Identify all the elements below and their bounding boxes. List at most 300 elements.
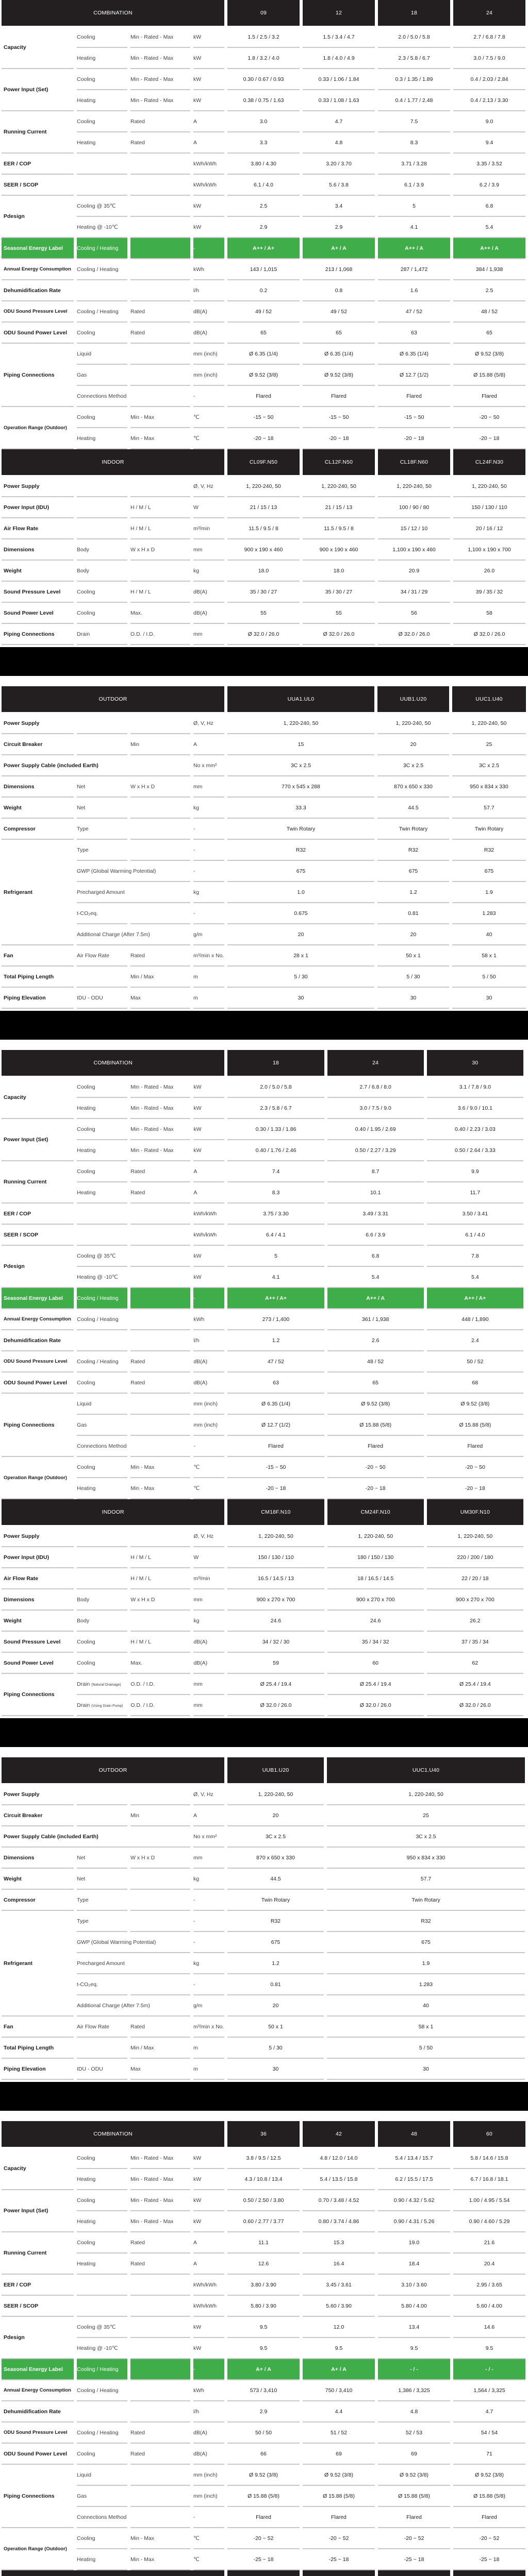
spec-value: 16.4 xyxy=(303,2253,375,2275)
spec-block xyxy=(0,1050,528,1716)
row-unit: kWh/kWh xyxy=(193,154,224,175)
spec-value: 5 / 30 xyxy=(227,967,374,988)
row-sub-label xyxy=(77,2169,127,2190)
spec-value: 22 / 20 / 18 xyxy=(427,1568,523,1589)
row-sub-label xyxy=(77,2359,127,2380)
spec-value: 18.4 xyxy=(378,2253,450,2275)
row-unit: l/h xyxy=(193,280,224,301)
model-column-header: CL12F.N50 xyxy=(303,449,375,476)
row-unit: ℃ xyxy=(193,2528,224,2549)
spec-value: 1.2 xyxy=(227,1953,324,1974)
spec-value: Ø 15.88 (5/8) xyxy=(427,1415,523,1436)
row-sub-label xyxy=(77,2507,127,2528)
row-unit: Ø, V, Hz xyxy=(193,713,224,734)
spec-value: 900 x 270 x 700 xyxy=(327,1589,424,1611)
spec-row xyxy=(2,1309,523,1330)
spec-value: -15 ~ 50 xyxy=(227,407,300,428)
combination-header-row xyxy=(2,0,525,27)
spec-value: 180 / 150 / 130 xyxy=(327,1547,424,1568)
spec-value: -20 ~ 18 xyxy=(427,1478,523,1499)
row-qualifier: Min - Max xyxy=(130,1478,190,1499)
sub-label-text: Heating xyxy=(77,1485,96,1492)
spec-value: -20 ~ 18 xyxy=(378,428,450,449)
row-qualifier: Max xyxy=(130,2059,190,2080)
section-title: COMBINATION xyxy=(2,2121,224,2148)
spec-value: 9.5 xyxy=(303,2338,375,2359)
row-qualifier xyxy=(130,1394,190,1415)
spec-row xyxy=(2,1911,525,1932)
sub-label-text: Heating xyxy=(77,1189,96,1196)
row-label: Power Input (Set) xyxy=(2,2190,74,2232)
spec-value: A+ / A xyxy=(303,2359,375,2380)
spec-value: 0.3 / 1.35 / 1.89 xyxy=(378,69,450,90)
row-qualifier: Rated xyxy=(130,945,190,967)
spec-value: 58 xyxy=(453,603,525,624)
spec-row xyxy=(2,2296,525,2317)
row-unit: kg xyxy=(193,1869,224,1890)
spec-value: 0.40 / 1.76 / 2.46 xyxy=(227,1140,324,1161)
row-unit: m xyxy=(193,967,224,988)
row-qualifier xyxy=(130,1890,190,1911)
sub-label-text: t-CO₂eq. xyxy=(77,1981,98,1988)
spec-value: 150 / 130 / 110 xyxy=(227,1547,324,1568)
spec-value: 3.50 / 3.41 xyxy=(427,1204,523,1225)
sub-label-text: Drain xyxy=(77,631,90,637)
sub-label-text: Cooling xyxy=(77,33,95,40)
section-title: OUTDOOR xyxy=(2,1757,224,1784)
spec-value: 448 / 1,890 xyxy=(427,1309,523,1330)
row-label: Dehumidification Rate xyxy=(2,280,74,301)
row-qualifier: Rated xyxy=(130,1351,190,1372)
spec-value: 37 / 35 / 34 xyxy=(427,1632,523,1653)
row-sub-label xyxy=(77,2486,127,2507)
spec-value: Ø 9.52 (3/8) xyxy=(453,344,525,365)
spec-row xyxy=(2,476,525,497)
spec-value: 143 / 1,015 xyxy=(227,259,300,280)
row-sub-label xyxy=(77,2528,127,2549)
row-unit: ℃ xyxy=(193,1457,224,1478)
spec-row xyxy=(2,1182,523,1204)
row-qualifier: Rated xyxy=(130,111,190,132)
model-column-header xyxy=(303,2570,375,2576)
spec-row xyxy=(2,1267,523,1288)
row-qualifier xyxy=(130,476,190,497)
spec-value: 2.5 xyxy=(453,280,525,301)
spec-row xyxy=(2,924,526,945)
row-qualifier xyxy=(130,217,190,238)
row-qualifier: Min - Rated - Max xyxy=(130,1119,190,1140)
spec-row xyxy=(2,819,526,840)
spec-value: A+ / A xyxy=(303,238,375,259)
spec-value: Ø 12.7 (1/2) xyxy=(378,365,450,386)
row-sub-label xyxy=(77,1140,127,1161)
spec-value: 770 x 545 x 288 xyxy=(227,776,374,798)
row-unit: mm xyxy=(193,776,224,798)
row-unit: kW xyxy=(193,217,224,238)
spec-value: 0.50 / 2.27 / 3.29 xyxy=(327,1140,424,1161)
spec-value: 675 xyxy=(377,861,449,882)
row-sub-label xyxy=(77,2296,127,2317)
spec-row xyxy=(2,1995,525,2016)
sub-label-text: Cooling xyxy=(77,1083,95,1090)
spec-value: 12.6 xyxy=(227,2253,300,2275)
row-unit: mm xyxy=(193,1695,224,1716)
row-label: Pdesign xyxy=(2,2317,74,2359)
row-unit: W xyxy=(193,497,224,518)
spec-row xyxy=(2,238,525,259)
spec-value: 18.0 xyxy=(227,561,300,582)
row-sub-label xyxy=(77,1674,127,1695)
spec-value: 7.4 xyxy=(227,1161,324,1182)
sub-label-text: Cooling / Heating xyxy=(77,266,119,273)
row-unit: m xyxy=(193,2059,224,2080)
row-label: Capacity xyxy=(2,27,74,69)
row-qualifier xyxy=(130,903,190,924)
spec-value: 0.4 / 1.77 / 2.48 xyxy=(378,90,450,111)
row-unit: dB(A) xyxy=(193,1632,224,1653)
row-label: Compressor xyxy=(2,1890,74,1911)
spec-value: A++ / A xyxy=(453,238,525,259)
row-qualifier xyxy=(130,561,190,582)
sub-label-text: IDU - ODU xyxy=(77,994,103,1001)
row-qualifier: Rated xyxy=(130,1182,190,1204)
row-unit: No x mm² xyxy=(193,1826,224,1848)
spec-value: 870 x 650 x 330 xyxy=(377,776,449,798)
row-sub-label xyxy=(77,1653,127,1674)
spec-value: 5 / 30 xyxy=(227,2038,324,2059)
row-sub-label xyxy=(77,259,127,280)
spec-value: -20 ~ 52 xyxy=(378,2528,450,2549)
row-sub-label xyxy=(77,407,127,428)
row-label: Total Piping Length xyxy=(2,967,74,988)
row-unit: No x mm² xyxy=(193,755,224,776)
spec-value: 62 xyxy=(427,1653,523,1674)
row-label: Power Supply xyxy=(2,713,74,734)
spec-value: 3.1 / 7.8 / 9.0 xyxy=(427,1077,523,1098)
model-column-header xyxy=(378,2570,450,2576)
spec-table xyxy=(0,1050,526,1716)
spec-value: 3.71 / 3.28 xyxy=(378,154,450,175)
row-qualifier: Max xyxy=(130,988,190,1009)
spec-value: Flared xyxy=(227,1436,324,1457)
spec-value: 2.4 xyxy=(427,1330,523,1351)
row-sub-label xyxy=(77,217,127,238)
row-sub-label xyxy=(77,1225,127,1246)
spec-value: 12.0 xyxy=(303,2317,375,2338)
spec-value: 6.1 / 3.9 xyxy=(378,175,450,196)
row-sub-label xyxy=(77,1784,127,1805)
row-sub-label xyxy=(77,2148,127,2169)
spec-row xyxy=(2,2359,525,2380)
spec-value: Ø 32.0 / 26.0 xyxy=(227,1695,324,1716)
row-label: Capacity xyxy=(2,1077,74,1119)
spec-row xyxy=(2,713,526,734)
spec-value: Ø 25.4 / 19.4 xyxy=(227,1674,324,1695)
row-sub-label xyxy=(77,2338,127,2359)
spec-row xyxy=(2,90,525,111)
spec-value: 18 / 16.5 / 14.5 xyxy=(327,1568,424,1589)
spec-row xyxy=(2,755,526,776)
spec-row xyxy=(2,1632,523,1653)
spec-row xyxy=(2,1246,523,1267)
row-unit: W xyxy=(193,1547,224,1568)
row-label: Weight xyxy=(2,561,74,582)
spec-value: 0.90 / 4.31 / 5.26 xyxy=(378,2211,450,2232)
row-unit: Ø, V, Hz xyxy=(193,1784,224,1805)
spec-value: 900 x 270 x 700 xyxy=(227,1589,324,1611)
spec-value: 1.00 / 4.95 / 5.54 xyxy=(453,2190,525,2211)
row-unit: m³/min xyxy=(193,518,224,539)
spec-value: 16.5 / 14.5 / 13 xyxy=(227,1568,324,1589)
spec-value: 1, 220-240, 50 xyxy=(327,1784,525,1805)
spec-value: -15 ~ 50 xyxy=(303,407,375,428)
row-qualifier: Min - Max xyxy=(130,1457,190,1478)
row-sub-label xyxy=(77,1246,127,1267)
spec-value: 65 xyxy=(303,323,375,344)
spec-value: 675 xyxy=(227,1932,324,1953)
row-qualifier: Min - Max xyxy=(130,407,190,428)
row-unit: dB(A) xyxy=(193,1372,224,1394)
spec-value: 3.0 / 7.5 / 9.0 xyxy=(453,48,525,69)
row-sub-label xyxy=(77,924,190,945)
spec-row xyxy=(2,1204,523,1225)
spec-value: 8.3 xyxy=(227,1182,324,1204)
model-column-header: 24 xyxy=(327,1050,424,1077)
spec-row xyxy=(2,1098,523,1119)
row-sub-label xyxy=(77,2059,127,2080)
row-unit: mm xyxy=(193,539,224,561)
section-title: INDOOR xyxy=(2,449,224,476)
spec-row xyxy=(2,428,525,449)
sub-label-text: Heating xyxy=(77,435,96,442)
spec-value: 30 xyxy=(377,988,449,1009)
spec-value: Ø 15.88 (5/8) xyxy=(453,365,525,386)
spec-row xyxy=(2,2486,525,2507)
row-qualifier xyxy=(130,1204,190,1225)
spec-value: Ø 25.4 / 19.4 xyxy=(427,1674,523,1695)
row-qualifier xyxy=(130,1246,190,1267)
row-sub-label xyxy=(77,48,127,69)
sub-label-text: Cooling / Heating xyxy=(77,1295,119,1301)
spec-value: 10.1 xyxy=(327,1182,424,1204)
sub-label-text: Precharged Amount xyxy=(77,1960,125,1967)
row-unit: kW xyxy=(193,2211,224,2232)
spec-value: Flared xyxy=(327,1436,424,1457)
spec-value: A++ / A xyxy=(327,1288,424,1309)
row-sub-label xyxy=(77,734,127,755)
sub-label-note: (Using Drain Pump) xyxy=(91,1704,123,1708)
spec-value: 3C x 2.5 xyxy=(327,1826,525,1848)
spec-value: 13.4 xyxy=(378,2317,450,2338)
row-label: Sound Pressure Level xyxy=(2,582,74,603)
spec-row xyxy=(2,386,525,407)
row-label: Power Input (IDU) xyxy=(2,497,74,518)
model-column-header xyxy=(453,2570,525,2576)
row-label: Piping Connections xyxy=(2,1674,74,1716)
row-sub-label xyxy=(77,69,127,90)
spec-value: 6.6 / 3.9 xyxy=(327,1225,424,1246)
sub-label-text: Cooling xyxy=(77,1126,95,1132)
row-sub-label xyxy=(77,1182,127,1204)
row-qualifier xyxy=(130,2507,190,2528)
row-qualifier xyxy=(130,1330,190,1351)
spec-value: 11.7 xyxy=(427,1182,523,1204)
row-sub-label xyxy=(77,1204,127,1225)
spec-row xyxy=(2,2211,525,2232)
row-unit: - xyxy=(193,1911,224,1932)
spec-value: 3.80 / 3.90 xyxy=(227,2275,300,2296)
spec-value: -20 ~ 18 xyxy=(303,428,375,449)
spec-value: 28 x 1 xyxy=(227,945,374,967)
spec-row xyxy=(2,1953,525,1974)
sub-label-text: Heating @ -10℃ xyxy=(77,1274,118,1280)
spec-row xyxy=(2,1394,523,1415)
sub-label-text: Net xyxy=(77,1854,86,1861)
row-label: Piping Connections xyxy=(2,344,74,407)
spec-value: 4.7 xyxy=(453,2401,525,2422)
row-unit: - xyxy=(193,1288,224,1309)
spec-value: 1.283 xyxy=(327,1974,525,1995)
spec-value: 0.4 / 2.13 / 3.30 xyxy=(453,90,525,111)
spec-value: 57.7 xyxy=(452,798,526,819)
row-qualifier: Min / Max xyxy=(130,2038,190,2059)
spec-value: - / - xyxy=(378,2359,450,2380)
row-sub-label xyxy=(77,301,127,323)
row-label: Power Supply Cable (included Earth) xyxy=(2,1826,190,1848)
model-column-header: CL18F.N60 xyxy=(378,449,450,476)
row-unit: kW xyxy=(193,1246,224,1267)
spec-row xyxy=(2,48,525,69)
spec-value: 1,100 x 190 x 460 xyxy=(378,539,450,561)
row-label: Power Supply xyxy=(2,1784,74,1805)
spec-value: 40 xyxy=(327,1995,525,2016)
row-sub-label xyxy=(77,1890,127,1911)
spec-row xyxy=(2,1784,525,1805)
spec-value: 63 xyxy=(378,323,450,344)
row-sub-label xyxy=(77,1869,127,1890)
spec-row xyxy=(2,798,526,819)
model-column-header: UUB1.U20 xyxy=(377,686,449,713)
spec-value: 2.7 / 6.8 / 8.0 xyxy=(327,1077,424,1098)
spec-value: 6.1 / 4.0 xyxy=(427,1225,523,1246)
row-label: Sound Pressure Level xyxy=(2,1632,74,1653)
row-unit: - xyxy=(193,1974,224,1995)
row-unit: kg xyxy=(193,1611,224,1632)
spec-value: 50 / 52 xyxy=(427,1351,523,1372)
spec-value: 1.5 / 3.4 / 4.7 xyxy=(303,27,375,48)
spec-value: -25 ~ 18 xyxy=(303,2549,375,2570)
row-sub-label xyxy=(77,1478,127,1499)
row-unit: kW xyxy=(193,1140,224,1161)
row-sub-label xyxy=(77,2211,127,2232)
spec-row xyxy=(2,111,525,132)
spec-value: 9.4 xyxy=(453,132,525,154)
row-sub-label xyxy=(77,819,127,840)
spec-row xyxy=(2,365,525,386)
row-sub-label xyxy=(77,1288,127,1309)
sub-label-text: Heating xyxy=(77,55,96,61)
spec-value: 59 xyxy=(227,1653,324,1674)
spec-row xyxy=(2,1077,523,1098)
spec-row xyxy=(2,217,525,238)
row-qualifier: Min - Rated - Max xyxy=(130,2211,190,2232)
spec-value: 2.3 / 5.8 / 6.7 xyxy=(378,48,450,69)
spec-row xyxy=(2,2148,525,2169)
row-label: Running Current xyxy=(2,1161,74,1204)
row-label: Dimensions xyxy=(2,1848,74,1869)
row-qualifier xyxy=(130,1225,190,1246)
row-label: Air Flow Rate xyxy=(2,1568,74,1589)
spec-row xyxy=(2,2422,525,2444)
spec-value: 4.1 xyxy=(378,217,450,238)
spec-row xyxy=(2,1826,525,1848)
spec-value: 5 / 50 xyxy=(452,967,526,988)
spec-value: Twin Rotary xyxy=(227,819,374,840)
spec-value: 11.5 / 9.5 / 8 xyxy=(303,518,375,539)
spec-value: Flared xyxy=(227,386,300,407)
spec-value: 6.8 xyxy=(327,1246,424,1267)
row-unit: dB(A) xyxy=(193,2422,224,2444)
spec-value: 870 x 650 x 330 xyxy=(227,1848,324,1869)
row-qualifier: H / M / L xyxy=(130,497,190,518)
sub-label-text: Cooling xyxy=(77,1168,95,1175)
row-sub-label xyxy=(77,1805,127,1826)
spec-value: 0.80 / 3.74 / 4.86 xyxy=(303,2211,375,2232)
spec-value: Ø 9.52 (3/8) xyxy=(303,2465,375,2486)
spec-value: 5.4 xyxy=(453,217,525,238)
row-qualifier xyxy=(130,1526,190,1547)
row-label: Power Supply xyxy=(2,476,74,497)
spec-row xyxy=(2,882,526,903)
row-sub-label xyxy=(77,1589,127,1611)
row-sub-label xyxy=(77,132,127,154)
row-qualifier xyxy=(130,2465,190,2486)
spec-value: A++ / A+ xyxy=(427,1288,523,1309)
row-unit: - xyxy=(193,840,224,861)
row-qualifier xyxy=(130,2275,190,2296)
row-unit: kW xyxy=(193,2190,224,2211)
spec-row xyxy=(2,1805,525,1826)
section-separator-bar xyxy=(0,647,528,676)
sub-label-text: Type xyxy=(77,1918,89,1924)
spec-value: Ø 15.88 (5/8) xyxy=(378,2486,450,2507)
row-unit: A xyxy=(193,2253,224,2275)
row-label: Circuit Breaker xyxy=(2,734,74,755)
row-unit: kW xyxy=(193,90,224,111)
spec-value: Ø 9.52 (3/8) xyxy=(453,2465,525,2486)
row-sub-label xyxy=(77,1568,127,1589)
sub-label-text: Cooling @ 35℃ xyxy=(77,1252,116,1259)
model-column-header: 30 xyxy=(427,1050,523,1077)
row-sub-label xyxy=(77,1351,127,1372)
row-label: Power Input (Set) xyxy=(2,1119,74,1161)
sub-label-text: Cooling xyxy=(77,1379,95,1386)
sub-label-text: Type xyxy=(77,846,89,853)
row-sub-label xyxy=(77,1330,127,1351)
spec-value: 15 xyxy=(227,734,374,755)
spec-value: 5.80 / 4.00 xyxy=(378,2296,450,2317)
spec-value: 2.6 xyxy=(327,1330,424,1351)
row-label: Weight xyxy=(2,1869,74,1890)
row-label: Dehumidification Rate xyxy=(2,2401,74,2422)
spec-value: 0.33 / 1.06 / 1.84 xyxy=(303,69,375,90)
spec-row xyxy=(2,2232,525,2253)
row-sub-label xyxy=(77,386,127,407)
spec-value: Ø 9.52 (3/8) xyxy=(227,2465,300,2486)
row-sub-label xyxy=(77,1911,127,1932)
row-unit: kW xyxy=(193,1098,224,1119)
spec-value: Flared xyxy=(378,386,450,407)
